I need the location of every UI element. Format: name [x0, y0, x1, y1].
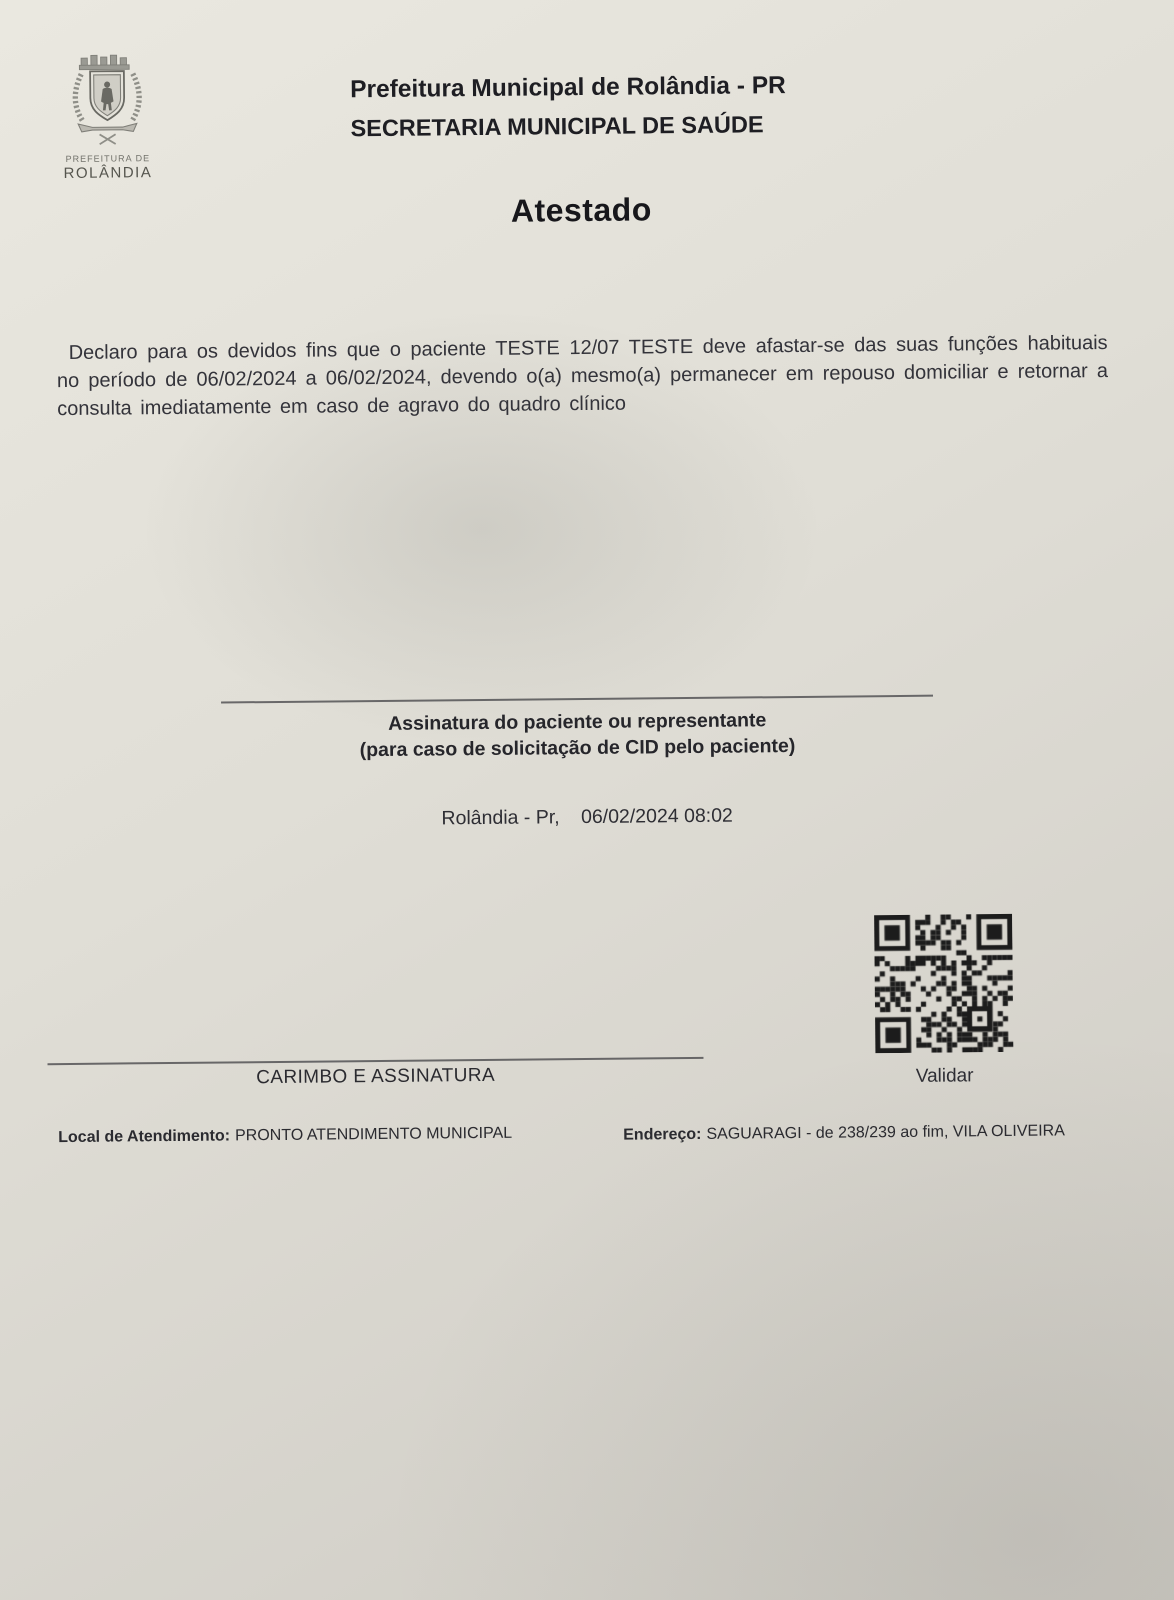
certificate-statement: Declaro para os devidos fins que o paciente TESTE 12/07 TESTE deve afastar-se das suas funções habituais no período de 06/02/2024 a 06/02/2024, devendo o(a) mesmo(a) permanecer em repouso domiciliar e retornar a consulta imediatamente em caso de agravo do quadro clínico: [56, 331, 1109, 421]
service-location-value: PRONTO ATENDIMENTO MUNICIPAL: [234, 1124, 513, 1145]
signature-caption-line1: Assinatura do paciente ou representante: [388, 709, 767, 735]
patient-signature-line: [221, 695, 933, 704]
validation-block: [873, 914, 1015, 1088]
department-name: SECRETARIA MUNICIPAL DE SAÚDE: [350, 111, 764, 142]
place-text: Rolândia - Pr,: [441, 806, 560, 830]
municipality-name: Prefeitura Municipal de Rolândia - PR: [350, 72, 786, 104]
datetime-text: 06/02/2024 08:02: [580, 804, 733, 829]
place-and-datetime: [0, 800, 1174, 834]
validate-label: Validar: [915, 1065, 974, 1087]
address-value: SAGUARAGI - de 238/239 ao fim, VILA OLIVEIRA: [706, 1122, 1065, 1143]
coat-of-arms-icon: [67, 52, 148, 149]
address: [623, 1122, 1065, 1144]
header-block: [350, 72, 786, 142]
logo-caption-line2: ROLÂNDIA: [63, 164, 153, 182]
document-title: Atestado: [510, 191, 652, 229]
stamp-caption: CARIMBO E ASSINATURA: [256, 1064, 496, 1089]
address-label: Endereço:: [623, 1125, 702, 1144]
service-location-label: Local de Atendimento:: [58, 1127, 231, 1147]
logo-caption-line1: PREFEITURA DE: [65, 153, 151, 164]
patient-signature-caption: [221, 706, 933, 765]
qr-code: [874, 914, 1013, 1053]
municipality-logo: [51, 52, 164, 182]
signature-caption-line2: (para caso de solicitação de CID pelo paciente): [359, 734, 796, 762]
service-location: [58, 1125, 512, 1147]
